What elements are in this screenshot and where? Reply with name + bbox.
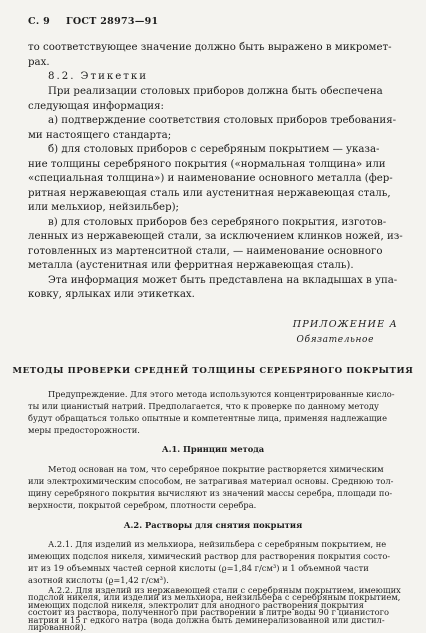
text-line: рах.	[28, 57, 50, 68]
text-line: в) для столовых приборов без серебряного покрытия, изготов-	[48, 217, 387, 228]
text-line: ритная нержавеющая сталь или аустенитная нержавеющая сталь,	[28, 188, 391, 199]
text-line: ми настоящего стандарта;	[28, 130, 172, 141]
text-line: состоит из раствора, полученного при растворении в литре воды 90 г цианистого	[28, 607, 389, 618]
text-line: ковку, ярлыках или этикетках.	[28, 289, 195, 300]
appendix-title: ПРИЛОЖЕНИЕ А	[292, 319, 398, 330]
text-line: верхности, покрытой серебром, плотности серебра.	[28, 500, 257, 510]
text-line: то соответствующее значение должно быть выражено в микромет-	[28, 42, 392, 53]
text-line: или электрохимическим способом, не затрагивая материал основы. Среднюю тол-	[28, 476, 394, 486]
text-line: следующая информация:	[28, 101, 164, 112]
text-line: «специальная толщина») и наименование основного металла (фер-	[28, 173, 393, 184]
warning-line: Предупреждение. Для этого метода используются концентрированные кисло-	[48, 389, 395, 399]
text-line: Метод основан на том, что серебряное покрытие растворяется химическим	[48, 464, 384, 474]
text-line: имеющих подслоя никеля, химический раствор для растворения покрытия состо-	[28, 551, 391, 561]
text-line: А.2.2. Для изделий из нержавеющей стали с серебряным покрытием, имеющих	[48, 585, 401, 595]
text-line: металла (аустенитная или ферритная нержавеющая сталь).	[28, 260, 354, 271]
standard-label: ГОСТ 28973—91	[66, 16, 159, 27]
text-line: подслой никеля, или изделий из мельхиора, нейзильбера с серебряным покрытием,	[28, 592, 401, 603]
text-line: натрия и 15 г едкого натра (вода должна быть деминерализованной или дистил-	[28, 614, 385, 625]
text-line: А.2.1. Для изделий из мельхиора, нейзильбера с серебряным покрытием, не	[48, 539, 387, 549]
text-line: ит из 19 объемных частей серной кислоты (ϱ=1,84 г/см³) и 1 объемной части	[28, 563, 369, 573]
text-line: б) для столовых приборов с серебряным покрытием — указа-	[48, 144, 380, 155]
text-line: азотной кислоты (ϱ=1,42 г/см³).	[28, 575, 169, 585]
text-line: имеющих подслой никеля, электролит для анодного растворения покрытия	[28, 599, 364, 610]
section-heading: 8.2. Этикетки	[48, 71, 149, 82]
text-line: При реализации столовых приборов должна быть обеспечена	[48, 86, 383, 97]
subsection-heading: А.1. Принцип метода	[161, 444, 265, 454]
text-line: лированной).	[28, 622, 87, 632]
page-number: С. 9	[28, 16, 50, 27]
warning-line: меры предосторожности.	[28, 425, 140, 435]
text-line: ленных из нержавеющей стали, за исключением клинков ножей, из-	[28, 231, 403, 242]
text-line: готовленных из мартенситной стали, — наименование основного	[28, 246, 383, 257]
text-line: щину серебряного покрытия вычисляют из значений массы серебра, площади по-	[28, 488, 393, 498]
warning-line: ты или цианистый натрий. Предполагается, что к проверке по данному методу	[28, 401, 379, 411]
text-line: или мельхиор, нейзильбер);	[28, 202, 179, 213]
text-line: Эта информация может быть представлена на вкладышах в упа-	[48, 275, 398, 286]
appendix-status: Обязательное	[296, 335, 374, 345]
subsection-heading: А.2. Растворы для снятия покрытия	[123, 520, 303, 530]
text-line: а) подтверждение соответствия столовых приборов требования-	[48, 115, 397, 126]
appendix-heading: МЕТОДЫ ПРОВЕРКИ СРЕДНЕЙ ТОЛЩИНЫ СЕРЕБРЯНОГО ПОКРЫТИЯ	[12, 366, 414, 376]
warning-line: будут обращаться только опытные и компетентные лица, применяя надлежащие	[28, 413, 387, 423]
text-line: ние толщины серебряного покрытия («нормальная толщина» или	[28, 159, 386, 170]
